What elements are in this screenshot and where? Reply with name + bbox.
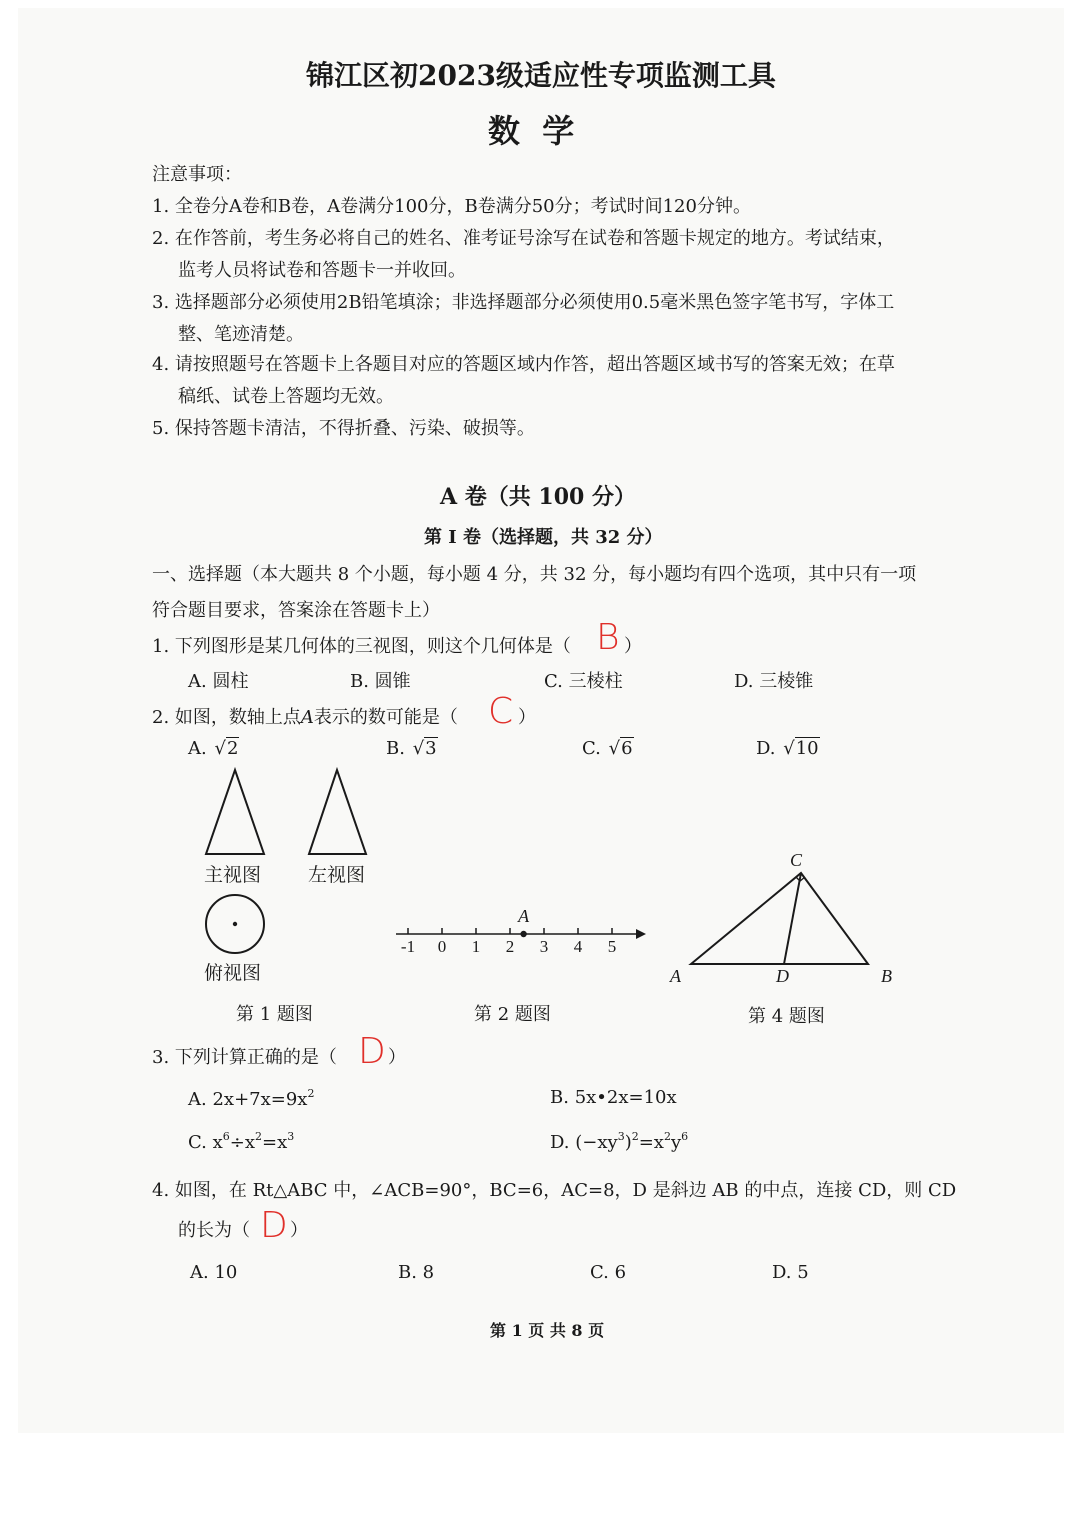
tick-label: 2 (505, 937, 515, 956)
exponent: 2 (254, 1130, 262, 1143)
option-label: A. (188, 1089, 207, 1110)
formula: 2x+7x=9x (212, 1089, 308, 1110)
q4-option-b: B. 8 (398, 1262, 435, 1283)
fig4-triangle (666, 844, 916, 994)
tick-label: -1 (400, 937, 416, 956)
notice-item: 整、笔迹清楚。 (178, 324, 304, 345)
radicand: 3 (425, 738, 437, 759)
option-label: D. (550, 1132, 570, 1153)
notice-heading: 注意事项： (152, 164, 242, 185)
point-a (520, 931, 526, 937)
q2-option-letter: C. (582, 738, 601, 759)
q3-stem-close: ） (388, 1047, 406, 1068)
option-label: C. (188, 1132, 207, 1153)
notice-item: 1. 全卷分A卷和B卷，A卷满分100分，B卷满分50分；考试时间120分钟。 (152, 196, 751, 217)
q2-stem-close: ） (518, 707, 536, 728)
q2-option-letter: A. (188, 738, 207, 759)
q2-option-a (188, 738, 239, 759)
notice-item: 5. 保持答题卡清洁，不得折叠、污染、破损等。 (152, 418, 535, 439)
formula: 5x•2x=10x (574, 1087, 677, 1108)
fig2-caption: 第 2 题图 (474, 1004, 551, 1025)
q1-option-c: C. 三棱柱 (544, 671, 623, 692)
fig1-left-label: 左视图 (308, 864, 366, 886)
formula: (−xy (575, 1132, 618, 1153)
formula: y (670, 1132, 682, 1153)
exam-title: 锦江区初2023级适应性专项监测工具 (306, 59, 776, 92)
q2-option-letter: B. (386, 738, 405, 759)
fig1-front-label: 主视图 (204, 864, 262, 886)
tick-label: 0 (437, 937, 447, 956)
radicand: 10 (795, 738, 819, 759)
tick-label: 4 (573, 937, 583, 956)
number-line-arrow (636, 929, 646, 939)
label-c: C (790, 850, 803, 870)
q2-point-var: A (300, 707, 314, 728)
tick-label: 5 (607, 937, 617, 956)
sqrt-sign: √2 (214, 738, 239, 759)
exponent: 2 (307, 1087, 315, 1100)
tick-label: 1 (471, 937, 481, 956)
part1-title: 第 I 卷（选择题，共 32 分） (424, 527, 663, 548)
q3-option-d (550, 1130, 688, 1153)
formula: ÷x (229, 1132, 255, 1153)
q4-handwritten-answer: D (260, 1205, 288, 1246)
fig1-top-label: 俯视图 (204, 962, 262, 984)
exponent: 3 (617, 1130, 625, 1143)
label-d: D (776, 966, 789, 986)
notice-item: 4. 请按照题号在答题卡上各题目对应的答题区域内作答，超出答题区域书写的答案无效；在草 (152, 354, 895, 375)
q1-option-b: B. 圆锥 (350, 671, 411, 692)
q4-stem: 4. 如图，在 Rt△ABC 中，∠ACB=90°，BC=6，AC=8，D 是斜边 AB 的中点，连接 CD，则 CD (152, 1180, 957, 1201)
formula: =x (638, 1132, 664, 1153)
median-cd (784, 873, 801, 964)
q1-option-d: D. 三棱锥 (734, 671, 814, 692)
option-label: B. (550, 1087, 569, 1108)
q4-stem-close: ） (290, 1220, 308, 1241)
section-instruction-cont: 符合题目要求，答案涂在答题卡上） (152, 600, 440, 621)
notice-item: 监考人员将试卷和答题卡一并收回。 (178, 260, 466, 281)
section-a-title: A 卷（共 100 分） (440, 484, 636, 510)
q3-option-c (188, 1130, 294, 1153)
q2-stem (152, 703, 458, 729)
q2-option-letter: D. (756, 738, 776, 759)
notice-item: 2. 在作答前，考生务必将自己的姓名、准考证号涂写在试卷和答题卡规定的地方。考试结束， (152, 228, 895, 249)
subject-title: 数 学 (488, 112, 575, 150)
front-view-triangle (206, 770, 264, 854)
exponent: 6 (681, 1130, 689, 1143)
q2-option-d (756, 738, 820, 759)
formula: ) (624, 1132, 632, 1153)
tick-label: 3 (539, 937, 549, 956)
fig2-number-line (390, 898, 650, 978)
q1-stem: 1. 下列图形是某几何体的三视图，则这个几何体是（ (152, 636, 571, 657)
q4-option-d: D. 5 (772, 1262, 809, 1283)
exponent: 2 (631, 1130, 639, 1143)
exponent: 2 (663, 1130, 671, 1143)
top-view-apex-dot (233, 922, 237, 926)
page-number: 第 1 页 共 8 页 (490, 1321, 605, 1340)
formula: =x (261, 1132, 288, 1153)
exponent: 6 (222, 1130, 230, 1143)
q4-option-c: C. 6 (590, 1262, 627, 1283)
q2-option-b (386, 738, 438, 759)
q3-stem: 3. 下列计算正确的是（ (152, 1047, 337, 1068)
notice-item: 稿纸、试卷上答题均无效。 (178, 386, 394, 407)
q2-option-c (582, 738, 634, 759)
q2-stem-suffix: 表示的数可能是（ (313, 707, 458, 728)
sqrt-sign: √10 (783, 738, 819, 759)
radicand: 6 (621, 738, 633, 759)
q1-stem-close: ） (624, 636, 642, 657)
q3-option-b (550, 1087, 677, 1108)
point-a-label: A (518, 906, 530, 926)
q2-stem-prefix: 2. 如图，数轴上点 (152, 707, 301, 728)
sqrt-sign: √6 (608, 738, 633, 759)
fig4-caption: 第 4 题图 (748, 1006, 825, 1027)
fig1-caption: 第 1 题图 (236, 1004, 313, 1025)
notice-item: 3. 选择题部分必须使用2B铅笔填涂；非选择题部分必须使用0.5毫米黑色签字笔书写，字体工 (152, 292, 895, 313)
exponent: 3 (287, 1130, 295, 1143)
q1-handwritten-answer: B (596, 617, 620, 658)
radicand: 2 (226, 738, 239, 759)
sqrt-sign: √3 (412, 738, 437, 759)
number-line-ticks (401, 928, 616, 956)
section-instruction: 一、选择题（本大题共 8 个小题，每小题 4 分，共 32 分，每小题均有四个选项，其中只有一项 (152, 564, 917, 585)
q1-option-a: A. 圆柱 (188, 671, 249, 692)
q4-stem-cont: 的长为（ (178, 1220, 250, 1241)
q2-handwritten-answer: C (488, 691, 514, 732)
label-a: A (670, 966, 681, 986)
q4-option-a: A. 10 (190, 1262, 238, 1283)
formula: x (212, 1132, 223, 1153)
triangle-abc (691, 873, 868, 964)
label-b: B (881, 966, 892, 986)
q3-handwritten-answer: D (358, 1031, 386, 1072)
q3-option-a (188, 1087, 314, 1110)
left-view-triangle (309, 770, 366, 854)
